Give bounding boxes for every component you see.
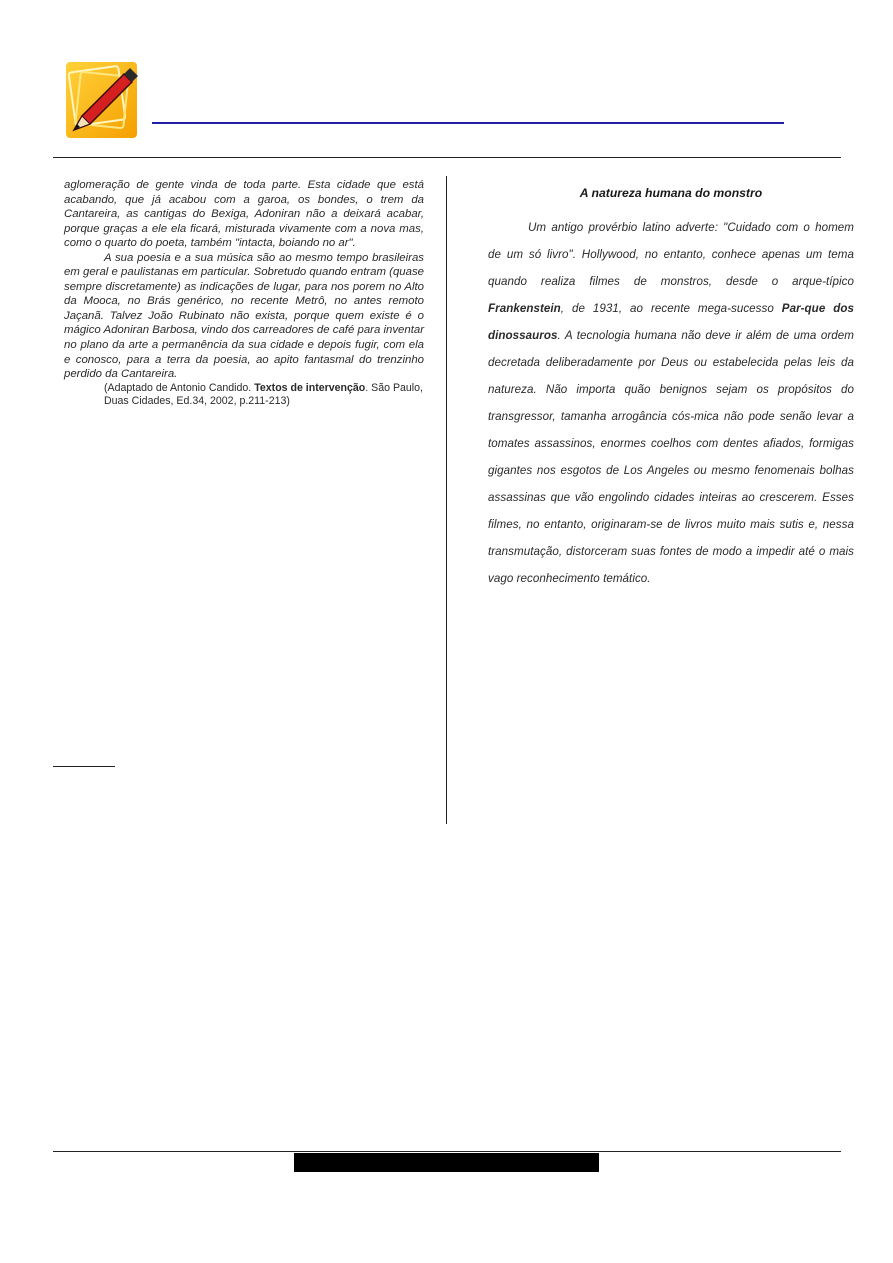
article-text-3: . A tecnologia humana não deve ir além de uma ordem decretada deliberadamente por Deus ou estabelecida pelas leis da natureza. Não importa quão benignos sejam os propósitos do transgressor, tamanha arrogância cós-mica não pode senão levar a tomates assassinos, enormes coelhos com dentes afiados, formigas gigantes nos esgotos de Los Angeles ou mesmo fenomenais bolhas assassinas que vão engolindo cidades inteiras ao crescerem. Esses filmes, no entanto, originaram-se de livros muito mais sutis e, nessa transmutação, distorceram suas fontes de modo a impedir até o mais vago reconhecimento temático. — [488, 329, 854, 585]
article-body — [488, 214, 854, 592]
column-divider — [446, 176, 447, 824]
pencil-logo-icon — [64, 60, 139, 140]
header-line — [152, 122, 784, 124]
right-column — [488, 186, 854, 592]
top-rule — [53, 157, 841, 158]
article-text-1: Um antigo provérbio latino adverte: "Cuidado com o homem de um só livro". Hollywood, no entanto, conhece apenas um tema quando realiza filmes de monstros, desde o arque-típico — [488, 221, 854, 288]
left-column — [64, 178, 424, 409]
article-bold-1: Frankenstein — [488, 302, 561, 315]
article-bold-2: Par-que dos dinossauros — [488, 302, 854, 342]
bottom-rule — [53, 1151, 841, 1152]
footnote-rule — [53, 766, 115, 767]
citation — [104, 382, 424, 409]
citation-prefix: (Adaptado de Antonio Candido. — [104, 381, 255, 394]
footer-black-bar — [294, 1153, 599, 1172]
article-title: A natureza humana do monstro — [579, 186, 763, 200]
citation-title: Textos de intervenção — [254, 381, 366, 394]
left-paragraph-2: A sua poesia e a sua música são ao mesmo tempo brasileiras em geral e paulistanas em particular. Sobretudo quando entram (quase sempre discretamente) as indicações de lugar, para nos porem no Alto da Mooca, no Brás genérico, no recente Metrô, no antes remoto Jaçanã. Talvez João Rubinato não exista, porque quem existe é o mágico Adoniran Barbosa, vindo dos carreadores de café para inventar no plano da arte a permanência da sua cidade e depois fugir, com ela e conosco, para a terra da poesia, ao apito fantasmal do trenzinho perdido da Cantareira. — [64, 251, 424, 381]
article-text-2: , de 1931, ao recente mega-sucesso — [560, 302, 782, 315]
citation-suffix: . São Paulo, Duas Cidades, Ed.34, 2002, p.211-213) — [104, 381, 423, 408]
left-paragraph-1: aglomeração de gente vinda de toda parte. Esta cidade que está acabando, que já acabou com a garoa, os bondes, o trem da Cantareira, as cantigas do Bexiga, Adoniran não a deixará acabar, porque graças a ele ela ficará, misturada vivamente com a nova mas, como o quarto do poeta, também "intacta, boiando no ar". — [64, 179, 424, 250]
